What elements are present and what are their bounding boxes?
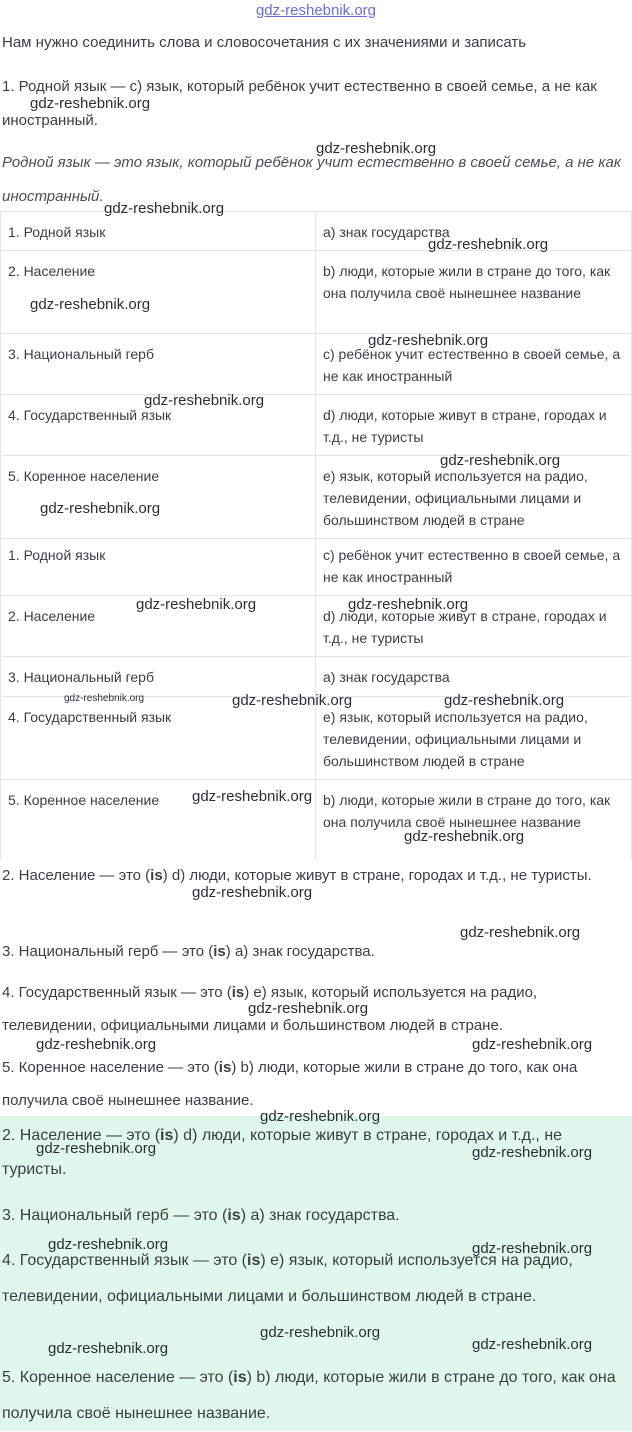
table-cell-term: 1. Родной язык	[1, 212, 316, 250]
watermark: gdz-reshebnik.org	[40, 500, 161, 517]
watermark: gdz-reshebnik.org	[428, 236, 549, 253]
table-cell-meaning: c) ребёнок учит естественно в своей семье, а не как иностранный	[316, 535, 632, 595]
watermark: gdz-reshebnik.org	[444, 692, 565, 709]
table-cell-term: 3. Национальный герб	[1, 657, 316, 696]
example-line: 1. Родной язык — c) язык, который ребёнок учит естественно в своей семье, а не как иностранный.	[2, 78, 597, 129]
watermark: gdz-reshebnik.org	[440, 452, 561, 469]
watermark: gdz-reshebnik.org	[348, 596, 469, 613]
site-header-link[interactable]: gdz-reshebnik.org	[255, 2, 377, 19]
table-cell-meaning: a) знак государства	[316, 212, 632, 250]
table-cell-meaning: b) люди, которые жили в стране до того, как она получила своё нынешнее название	[316, 780, 632, 860]
table-row	[1, 657, 632, 697]
table-cell-meaning: a) знак государства	[316, 657, 632, 696]
table-cell-term: 5. Коренное население	[1, 780, 316, 860]
answer-box-line: 5. Коренное население — это (is) b) люди, которые жили в стране до того, как она получила своё нынешнее название.	[2, 1369, 616, 1422]
watermark: gdz-reshebnik.org	[316, 140, 437, 157]
answer-line: 4. Государственный язык — это (is) e) язык, который используется на радио, телевидении, официальными лицами и большинством людей в стране.	[2, 984, 538, 1034]
table-cell-term: 3. Национальный герб	[1, 334, 316, 394]
table-row	[1, 251, 632, 334]
answer-box-line: 4. Государственный язык — это (is) e) язык, который используется на радио, телевидении, официальными лицами и большинством людей в стране.	[2, 1252, 573, 1305]
table-cell-meaning: b) люди, которые жили в стране до того, как она получила своё нынешнее название	[316, 251, 632, 333]
watermark: gdz-reshebnik.org	[64, 693, 145, 704]
watermark: gdz-reshebnik.org	[460, 924, 581, 941]
watermark: gdz-reshebnik.org	[472, 1336, 593, 1353]
watermark: gdz-reshebnik.org	[368, 332, 489, 349]
table-row	[1, 395, 632, 456]
watermark: gdz-reshebnik.org	[144, 392, 265, 409]
answer-line: 5. Коренное население — это (is) b) люди, которые жили в стране до того, как она получила своё нынешнее название.	[2, 1059, 578, 1109]
watermark: gdz-reshebnik.org	[248, 1000, 369, 1017]
table-row	[1, 334, 632, 395]
table-row	[1, 596, 632, 657]
matching-table	[0, 211, 632, 539]
answer-box-line: 2. Население — это (is) d) люди, которые живут в стране, городах и т.д., не туристы.	[2, 1127, 563, 1178]
watermark: gdz-reshebnik.org	[48, 1236, 169, 1253]
watermark: gdz-reshebnik.org	[104, 200, 225, 217]
table-cell-meaning: c) ребёнок учит естественно в своей семье, а не как иностранный	[316, 334, 632, 394]
table-cell-term: 4. Государственный язык	[1, 697, 316, 779]
watermark: gdz-reshebnik.org	[404, 828, 525, 845]
watermark: gdz-reshebnik.org	[48, 1340, 169, 1357]
watermark: gdz-reshebnik.org	[36, 1036, 157, 1053]
table-cell-meaning: d) люди, которые живут в стране, городах и т.д., не туристы	[316, 395, 632, 455]
table-cell-term: 4. Государственный язык	[1, 395, 316, 455]
watermark: gdz-reshebnik.org	[260, 1108, 381, 1125]
watermark: gdz-reshebnik.org	[472, 1036, 593, 1053]
example-italic: Родной язык — это язык, который ребёнок учит естественно в своей семье, а не как иностранный.	[2, 154, 621, 205]
intro-text: Нам нужно соединить слова и словосочетания с их значениями и записать	[2, 34, 527, 51]
table-cell-term: 1. Родной язык	[1, 535, 316, 595]
table-row	[1, 535, 632, 596]
answer-line: 3. Национальный герб — это (is) a) знак государства.	[2, 943, 375, 960]
watermark: gdz-reshebnik.org	[192, 884, 313, 901]
table-row	[1, 780, 632, 860]
watermark: gdz-reshebnik.org	[30, 95, 151, 112]
watermark: gdz-reshebnik.org	[192, 788, 313, 805]
table-cell-term: 5. Коренное население	[1, 456, 316, 538]
watermark: gdz-reshebnik.org	[232, 692, 353, 709]
table-cell-meaning: d) люди, которые живут в стране, городах и т.д., не туристы	[316, 596, 632, 656]
table-cell-meaning: e) язык, который используется на радио, телевидении, официальными лицами и большинством людей в стране	[316, 697, 632, 779]
table-cell-term: 2. Население	[1, 251, 316, 333]
answer-line: 2. Население — это (is) d) люди, которые живут в стране, городах и т.д., не туристы.	[2, 867, 592, 884]
watermark: gdz-reshebnik.org	[36, 1140, 157, 1157]
table-cell-term: 2. Население	[1, 596, 316, 656]
table-row	[1, 697, 632, 780]
watermark: gdz-reshebnik.org	[472, 1240, 593, 1257]
watermark: gdz-reshebnik.org	[260, 1324, 381, 1341]
watermark: gdz-reshebnik.org	[30, 296, 151, 313]
table-cell-meaning: e) язык, который используется на радио, телевидении, официальными лицами и большинством людей в стране	[316, 456, 632, 538]
answer-box-line: 3. Национальный герб — это (is) a) знак государства.	[2, 1207, 400, 1224]
watermark: gdz-reshebnik.org	[136, 596, 257, 613]
watermark: gdz-reshebnik.org	[472, 1144, 593, 1161]
